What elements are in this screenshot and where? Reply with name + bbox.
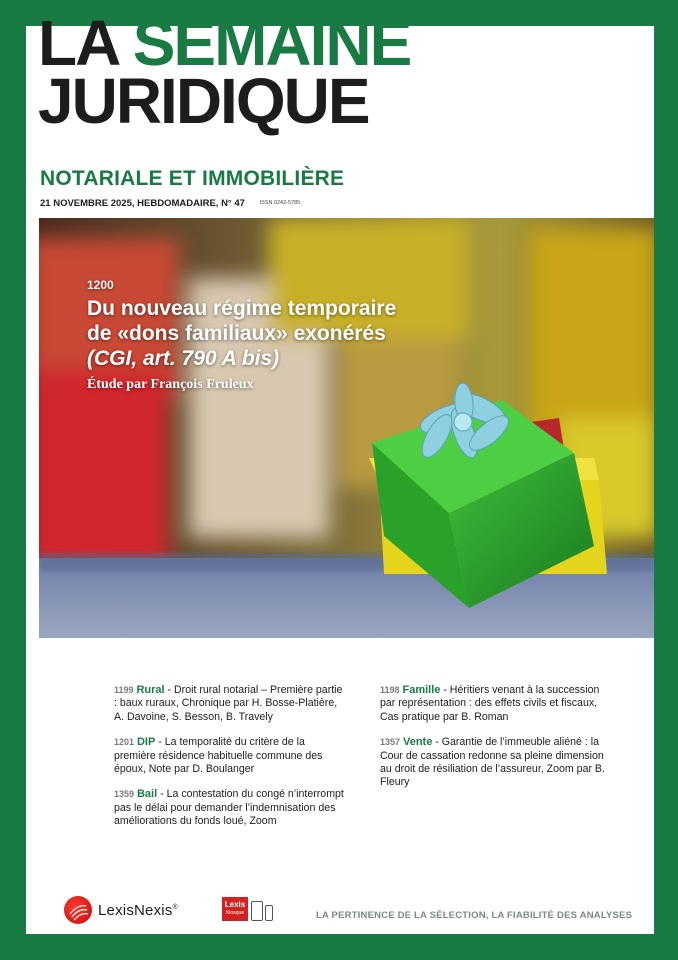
toc-number: 1357 [380,737,401,748]
toc-number: 1359 [114,789,135,800]
toc-text: - Héritiers venant à la succession par représentation : des effets civils et fiscaux, Cas pratique par B. Roman [380,684,600,723]
tablet-icon [251,901,263,921]
masthead-line-2: JURIDIQUE [38,65,369,137]
masthead-prefix: LA [38,7,117,79]
publisher-name: LexisNexis® [98,901,178,919]
cover-photo[interactable] [39,218,654,638]
feature-title-line1: Du nouveau régime temporaire [87,297,397,320]
toc-number: 1198 [380,685,400,695]
publisher-logo[interactable] [64,896,178,924]
toc-rubric: Vente [402,736,433,749]
toc-rubric: Rural [136,684,165,696]
masthead-accent: SEMAINE [132,7,411,79]
masthead [38,7,411,137]
toc-rubric: Famille [402,684,441,696]
feature-number: 1200 [87,278,114,292]
phone-icon [265,905,273,921]
contents-right-column [380,684,612,802]
journal-subtitle: NOTARIALE ET IMMOBILIÈRE [40,167,345,190]
toc-item[interactable] [114,736,346,776]
lexisnexis-logo-icon [64,896,92,924]
toc-item[interactable] [380,684,612,724]
contents-left-column [114,684,346,841]
feature-article[interactable] [87,278,507,393]
masthead-line-1 [38,7,411,79]
tagline: LA PERTINENCE DE LA SÉLECTION, LA FIABILITÉ DES ANALYSES [316,910,633,921]
feature-title-line2: de «dons familiaux» exonérés [87,322,386,345]
feature-title [87,296,507,371]
toc-rubric: Bail [136,788,158,801]
toc-item[interactable] [114,788,346,828]
kiosque-badge[interactable] [222,897,273,921]
toc-number: 1201 [114,737,135,748]
issn: ISSN 0242-5785 [259,200,301,207]
toc-text: - La contestation du congé n’interrompt pas le délai pour demander l’indemnisation des améliorations du fonds loué, Zoom [114,788,344,828]
issue-date: 21 NOVEMBRE 2025, HEBDOMADAIRE, N° 47 [40,198,245,209]
feature-title-line3: (CGI, art. 790 A bis) [87,347,280,370]
toc-text: - Garantie de l’immeuble aliéné : la Cour de cassation redonne sa pleine dimension au droit de résiliation de l’assureur, Zoom par B. Fleury [380,736,605,789]
toc-text: - Droit rural notarial – Première partie : baux ruraux, Chronique par H. Bosse-Platière, A. Davoine, S. Besson, B. Travely [114,684,343,723]
toc-number: 1199 [114,685,134,695]
feature-author: Étude par François Fruleux [87,377,254,392]
toc-rubric: DIP [136,736,156,749]
toc-item[interactable] [380,736,612,790]
toc-item[interactable] [114,684,346,724]
issue-dateline [40,198,300,209]
kiosque-app-icon: Lexis Kiosque [222,897,248,921]
toc-text: - La temporalité du critère de la première résidence habituelle commune des époux, Note par D. Boulanger [114,736,323,776]
